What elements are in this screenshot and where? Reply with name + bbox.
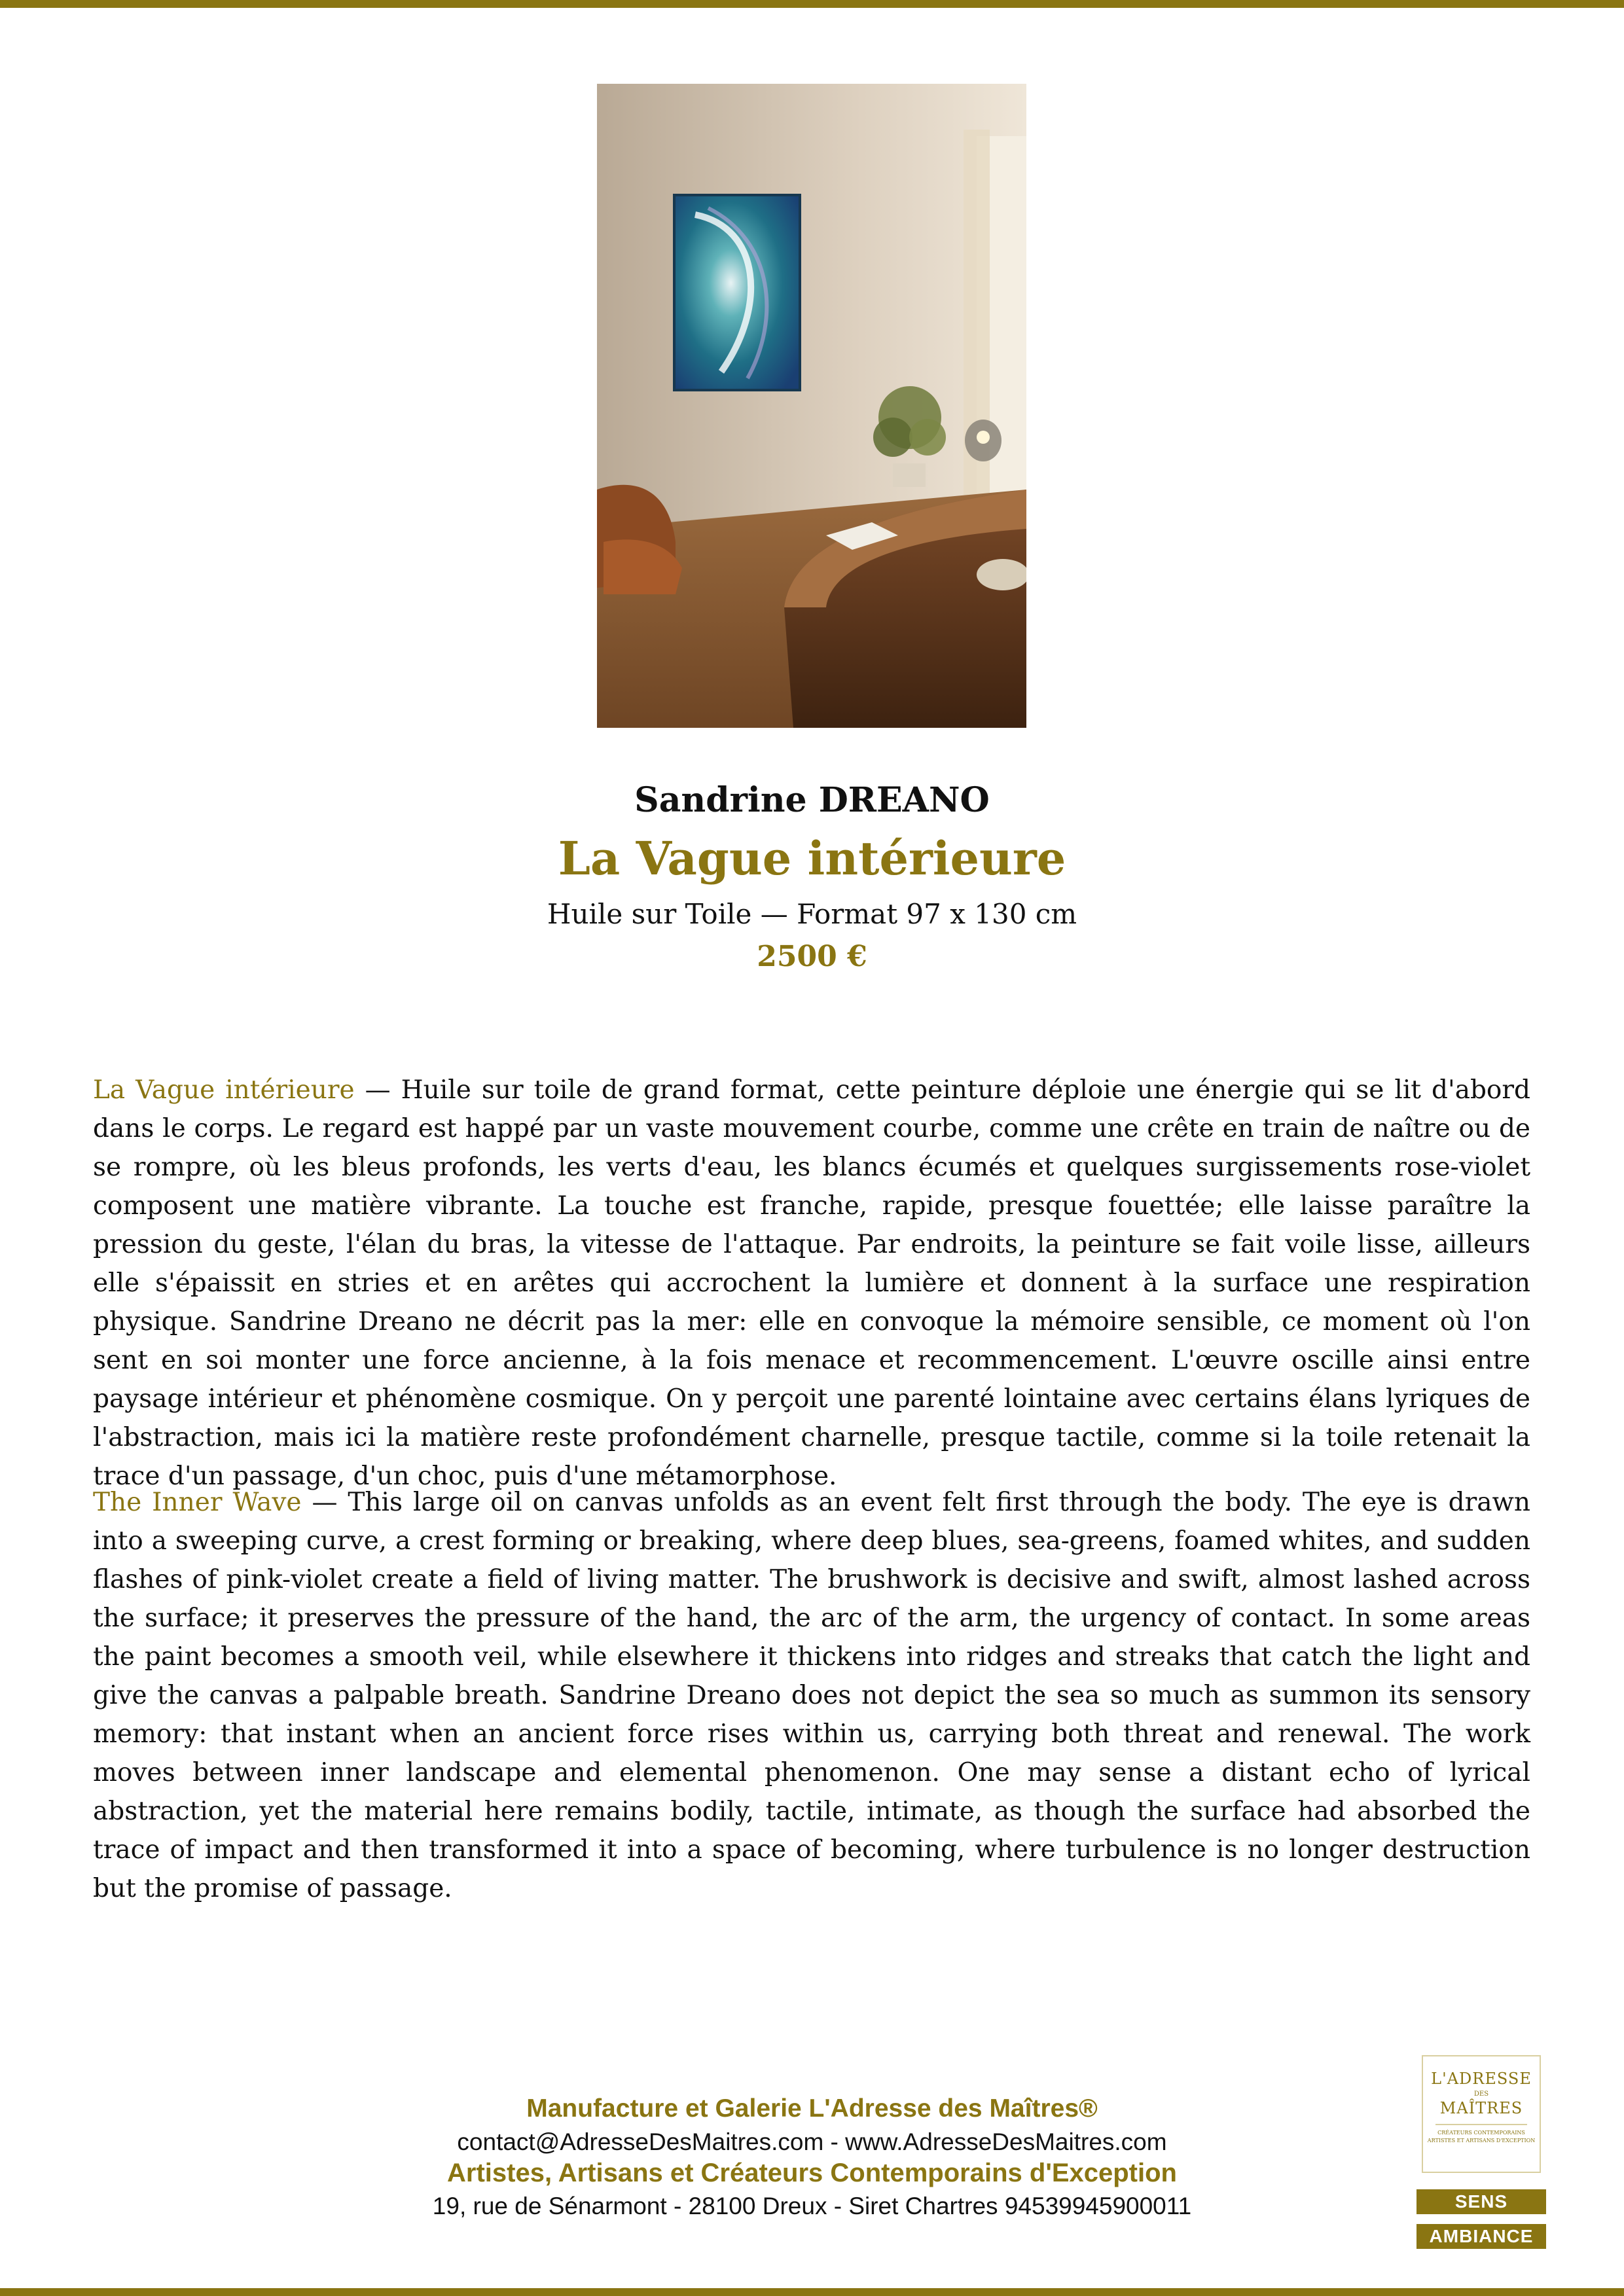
bottom-rule (0, 2288, 1624, 2296)
gallery-tagline: Artistes, Artisans et Créateurs Contemporains d'Exception (447, 2159, 1177, 2187)
artwork-medium: Huile sur Toile — Format 97 x 130 cm (547, 898, 1077, 930)
description-en-body: — This large oil on canvas unfolds as an event felt first through the body. The eye is drawn into a sweeping curve, a crest forming or breaking, where deep blues, sea-greens, foamed whites, and sudden flashes of pink-violet create a field of living matter. The brushwork is decisive and swift, almost lashed across the surface; it preserves the pressure of the hand, the arc of the arm, the urgency of contact. In some areas the paint becomes a smooth veil, while elsewhere it thickens into ridges and streaks that catch the light and give the canvas a palpable breath. Sandrine Dreano does not depict the sea so much as summon its sensory memory: that instant when an ancient force rises within us, carrying both threat and renewal. The work moves between inner landscape and elemental phenomenon. One may sense a distant echo of lyrical abstraction, yet the material here remains bodily, tactile, intimate, as though the surface had absorbed the trace of impact and then transformed it into a space of becoming, where turbulence is no longer destruction but the promise of passage. (93, 1488, 1530, 1903)
badge-ambiance: AMBIANCE (1416, 2224, 1546, 2249)
badge-sens: SENS (1416, 2189, 1546, 2214)
artist-name: Sandrine DREANO (634, 780, 990, 820)
description-en-lead: The Inner Wave (93, 1488, 302, 1517)
description-en (93, 1483, 1530, 1908)
logo-line-3: MAÎTRES (1439, 2099, 1523, 2117)
logo-divider (1435, 2124, 1527, 2125)
logo-line-2: DES (1473, 2090, 1489, 2098)
gallery-logo (1422, 2055, 1541, 2173)
artwork-photo (597, 84, 1026, 728)
gallery-address: 19, rue de Sénarmont - 28100 Dreux - Siret Chartres 94539945900011 (432, 2193, 1192, 2219)
logo-line-1: L'ADRESSE (1431, 2070, 1532, 2088)
description-fr (93, 1071, 1530, 1496)
artwork-price: 2500 € (757, 940, 867, 973)
top-rule (0, 0, 1624, 8)
gallery-contact: contact@AdresseDesMaitres.com - www.AdresseDesMaitres.com (457, 2128, 1167, 2155)
gallery-name: Manufacture et Galerie L'Adresse des Maîtres® (526, 2094, 1098, 2123)
description-fr-body: — Huile sur toile de grand format, cette peinture déploie une énergie qui se lit d'abord dans le corps. Le regard est happé par un vaste mouvement courbe, comme une crête en train de naître ou de se rompre, où les bleus profonds, les verts d'eau, les blancs écumés et quelques surgissements rose-violet composent une matière vibrante. La touche est franche, rapide, presque fouettée; elle laisse paraître la pression du geste, l'élan du bras, la vitesse de l'attaque. Par endroits, la peinture se fait voile lisse, ailleurs elle s'épaissit en stries et en arêtes qui accrochent la lumière et donnent à la surface une respiration physique. Sandrine Dreano ne décrit pas la mer: elle en convoque la mémoire sensible, ce moment où l'on sent en soi monter une force ancienne, à la fois menace et recommencement. L'œuvre oscille ainsi entre paysage intérieur et phénomène cosmique. On y perçoit une parenté lointaine avec certains élans lyriques de l'abstraction, mais ici la matière reste profondément charnelle, presque tactile, comme si la toile retenait la trace d'un passage, d'un choc, puis d'une métamorphose. (93, 1075, 1531, 1491)
description-fr-lead: La Vague intérieure (93, 1075, 355, 1105)
logo-line-4: CRÉATEURS CONTEMPORAINS ARTISTES ET ARTISANS D'EXCEPTION (1427, 2130, 1536, 2144)
artwork-title: La Vague intérieure (558, 831, 1066, 886)
